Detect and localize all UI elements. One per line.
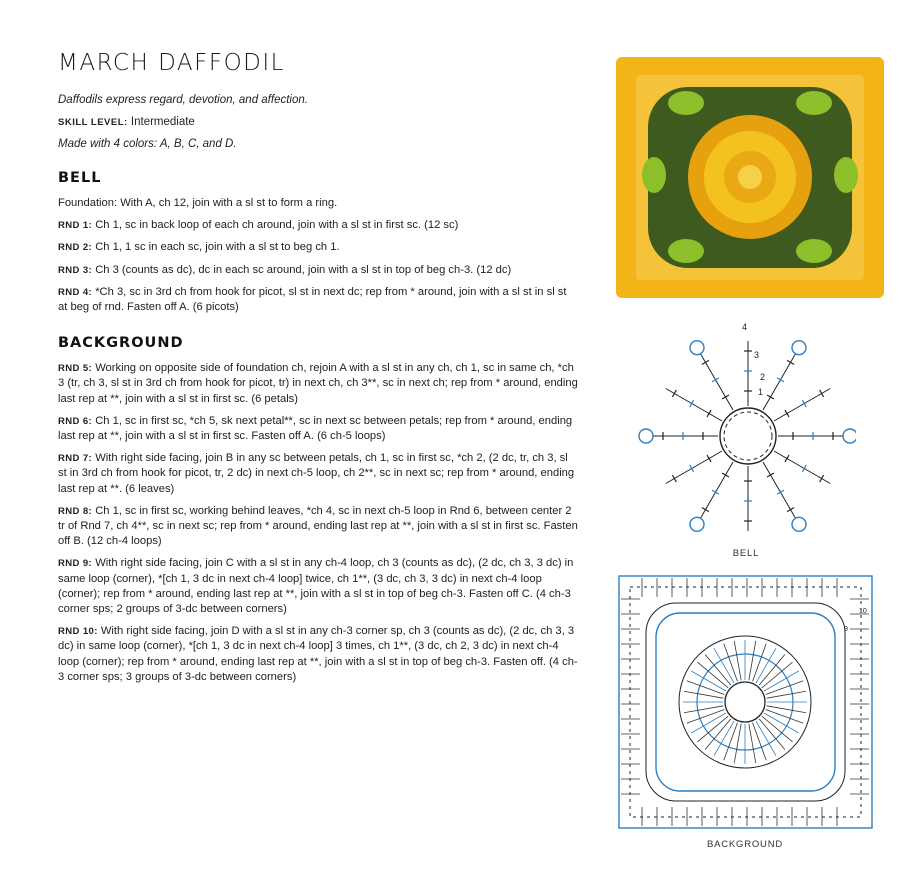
bg-outer-square (619, 576, 872, 828)
round-label: RND 7: (58, 453, 93, 465)
bell-stitch-mark (702, 508, 709, 512)
bell-picot (690, 517, 704, 531)
bell-stitch-mark (707, 410, 711, 417)
bg-round9-square (630, 587, 861, 817)
bg-round8-ring (646, 603, 845, 801)
bg-stitch (756, 648, 776, 683)
foundation-text: Foundation: With A, ch 12, join with a sl st to form a ring. (58, 197, 338, 209)
round-instruction (58, 285, 578, 315)
bg-blue-ring (656, 613, 835, 791)
round-text: With right side facing, join D with a sl st in any ch-3 corner sp, ch 3 (counts as dc), (2 dc, ch 3, 3 dc) in same loop (corner), *[ch 1, 3 dc in next ch-4 loop] 3 times, ch 1**, (3 dc, ch 2, 3 dc) in next ch-4 loop (corner); rep from * around, ending last rep at **, join with a sl st in top of beg ch-3. Fasten off. (4 ch-3 corner sps; 3 groups of 3-dc between corners) (58, 625, 578, 683)
bell-center-ring (720, 408, 776, 464)
bell-stitch-mark (712, 378, 719, 382)
round-instruction (58, 504, 578, 550)
bell-stitch-mark (702, 360, 709, 364)
photo-daffodil (688, 115, 812, 239)
daffodil-square-photo (614, 55, 886, 300)
round-label: RND 10: (58, 626, 98, 638)
round-label: RND 5: (58, 363, 93, 375)
bg-stitch (764, 671, 799, 691)
round-instruction (58, 624, 578, 685)
round-text: Ch 1, 1 sc in each sc, join with a sl st to beg ch 1. (95, 241, 340, 254)
bell-picot (792, 517, 806, 531)
round-instruction (58, 451, 578, 497)
round-instruction (58, 240, 578, 255)
skill-level (58, 116, 578, 128)
bell-stitch-mark (690, 465, 694, 472)
round-text: Ch 1, sc in first sc, working behind leaves, *ch 4, sc in next ch-5 loop in Rnd 6, between center 2 tr of Rnd 7, ch 4**, sc in next sc; rep from * around, ending last rep at **, join with a sl st in first sc. Fasten off B. (12 ch-4 loops) (58, 504, 578, 548)
bell-stitch-mark (785, 455, 789, 462)
bg-center-ring (725, 682, 765, 722)
bell-stitch-diagram (636, 318, 856, 543)
round-label: RND 1: (58, 220, 93, 232)
skill-label: SKILL LEVEL: (58, 117, 128, 128)
round-instruction (58, 361, 578, 407)
bg-stitch (714, 648, 734, 683)
bell-stitch-mark (672, 475, 676, 482)
round-label: RND 3: (58, 264, 93, 276)
bg-stitches (621, 578, 869, 826)
bg-stitch (764, 713, 799, 733)
background-heading: BACKGROUND (58, 335, 184, 352)
colors-note: Made with 4 colors: A, B, C, and D. (58, 138, 237, 150)
bell-stitch-mark (712, 490, 719, 494)
bell-stitch-mark (802, 400, 806, 407)
round-label: RND 4: (58, 286, 93, 298)
round-label: RND 6: (58, 415, 93, 427)
bell-picot (639, 429, 653, 443)
round-instruction (58, 556, 578, 617)
round-instruction (58, 263, 578, 278)
bell-num-2: 2 (760, 372, 766, 382)
round-text: Ch 1, sc in back loop of each ch around, join with a sl st in first sc. (12 sc) (95, 219, 459, 232)
bell-stitch-mark (820, 390, 824, 397)
bell-stitch-mark (722, 395, 729, 399)
bell-stitch-mark (802, 465, 806, 472)
bell-num-1: 1 (758, 387, 764, 397)
bell-stitch-mark (707, 455, 711, 462)
round-label: RND 9: (58, 558, 93, 570)
bell-stitch-mark (690, 400, 694, 407)
pattern-text (58, 50, 578, 692)
bell-num-3: 3 (754, 350, 760, 360)
bell-stitch-mark (787, 508, 794, 512)
bell-stitch-mark (672, 390, 676, 397)
round-text: Ch 3 (counts as dc), dc in each sc around, join with a sl st in top of beg ch-3. (12 dc) (95, 263, 512, 276)
round-instruction (58, 414, 578, 444)
round-text: With right side facing, join C with a sl st in any ch-4 loop, ch 3 (counts as dc), (2 dc, ch 3, 3 dc) in same loop (corner), *[ch 1, 3 dc in next ch-4 loop] twice, ch 1**, (3 dc, ch 3, 3 dc) in next ch-4 loop (corner); rep from * around, ending last rep at **, join with a sl st in top of beg ch-3. Fasten off C. (4 ch-3 corner sps; 2 groups of 3-dc between corners) (58, 557, 574, 616)
bell-stitch-mark (767, 395, 774, 399)
page-title: MARCH DAFFODIL (58, 50, 285, 76)
bell-round-numbers (742, 322, 765, 397)
round-text: Working on opposite side of foundation ch, rejoin A with a sl st in any ch, ch 1, sc in same ch, *ch 3 (tr, ch 3, sl st in 3rd ch from hook for picot, tr) in next ch, ch 3**, sc in next ch; rep from * around, ending last rep at **, join with a sl st in first sc. (6 petals) (58, 362, 578, 405)
bell-picot (792, 341, 806, 355)
round-instruction (58, 218, 578, 233)
bell-picot (690, 341, 704, 355)
round-text: Ch 1, sc in first sc, *ch 5, sk next petal**, sc in next sc between petals; rep from * around, ending last rep at **, join with a sl st in first sc. Fasten off A. (6 ch-5 loops) (58, 414, 573, 443)
skill-value: Intermediate (130, 116, 195, 128)
bell-num-4: 4 (742, 322, 748, 332)
bg-num-9: 9 (844, 626, 848, 633)
bell-picot (843, 429, 856, 443)
bell-stitch-mark (787, 360, 794, 364)
background-stitch-diagram (616, 573, 875, 831)
bell-stitch-mark (722, 473, 729, 477)
bg-stitch (691, 713, 726, 733)
bell-caption: BELL (732, 548, 760, 559)
round-text: With right side facing, join B in any sc between petals, ch 1, sc in first sc, *ch 2, (2 dc, tr, ch 3, sl st in 3rd ch from hook for picot, tr, 2 dc) in next ch-5 loop, ch 2**, sc in next sc; rep from * around, ending last rep at **. (6 leaves) (58, 452, 575, 495)
bell-stitch-mark (820, 475, 824, 482)
bell-inner-ring (724, 412, 772, 460)
round-label: RND 8: (58, 505, 93, 517)
bell-rounds (58, 218, 578, 315)
background-rounds (58, 361, 578, 685)
bell-stitch-mark (777, 378, 784, 382)
bell-spokes (639, 341, 856, 532)
bell-stitch-mark (785, 410, 789, 417)
round-label: RND 2: (58, 242, 93, 254)
bg-stitch (756, 721, 776, 756)
bg-stitch (691, 671, 726, 691)
bell-stitch-mark (777, 490, 784, 494)
background-caption: BACKGROUND (706, 839, 784, 850)
round-text: *Ch 3, sc in 3rd ch from hook for picot, sl st in next dc; rep from * around, join with a sl st in sl st at beg of rnd. Fasten off A. (6 picots) (58, 285, 567, 314)
bell-heading: BELL (58, 170, 102, 186)
intro-text: Daffodils express regard, devotion, and affection. (58, 94, 308, 106)
bg-stitch (714, 721, 734, 756)
bg-num-10: 10 (859, 608, 867, 615)
bell-stitch-mark (767, 473, 774, 477)
